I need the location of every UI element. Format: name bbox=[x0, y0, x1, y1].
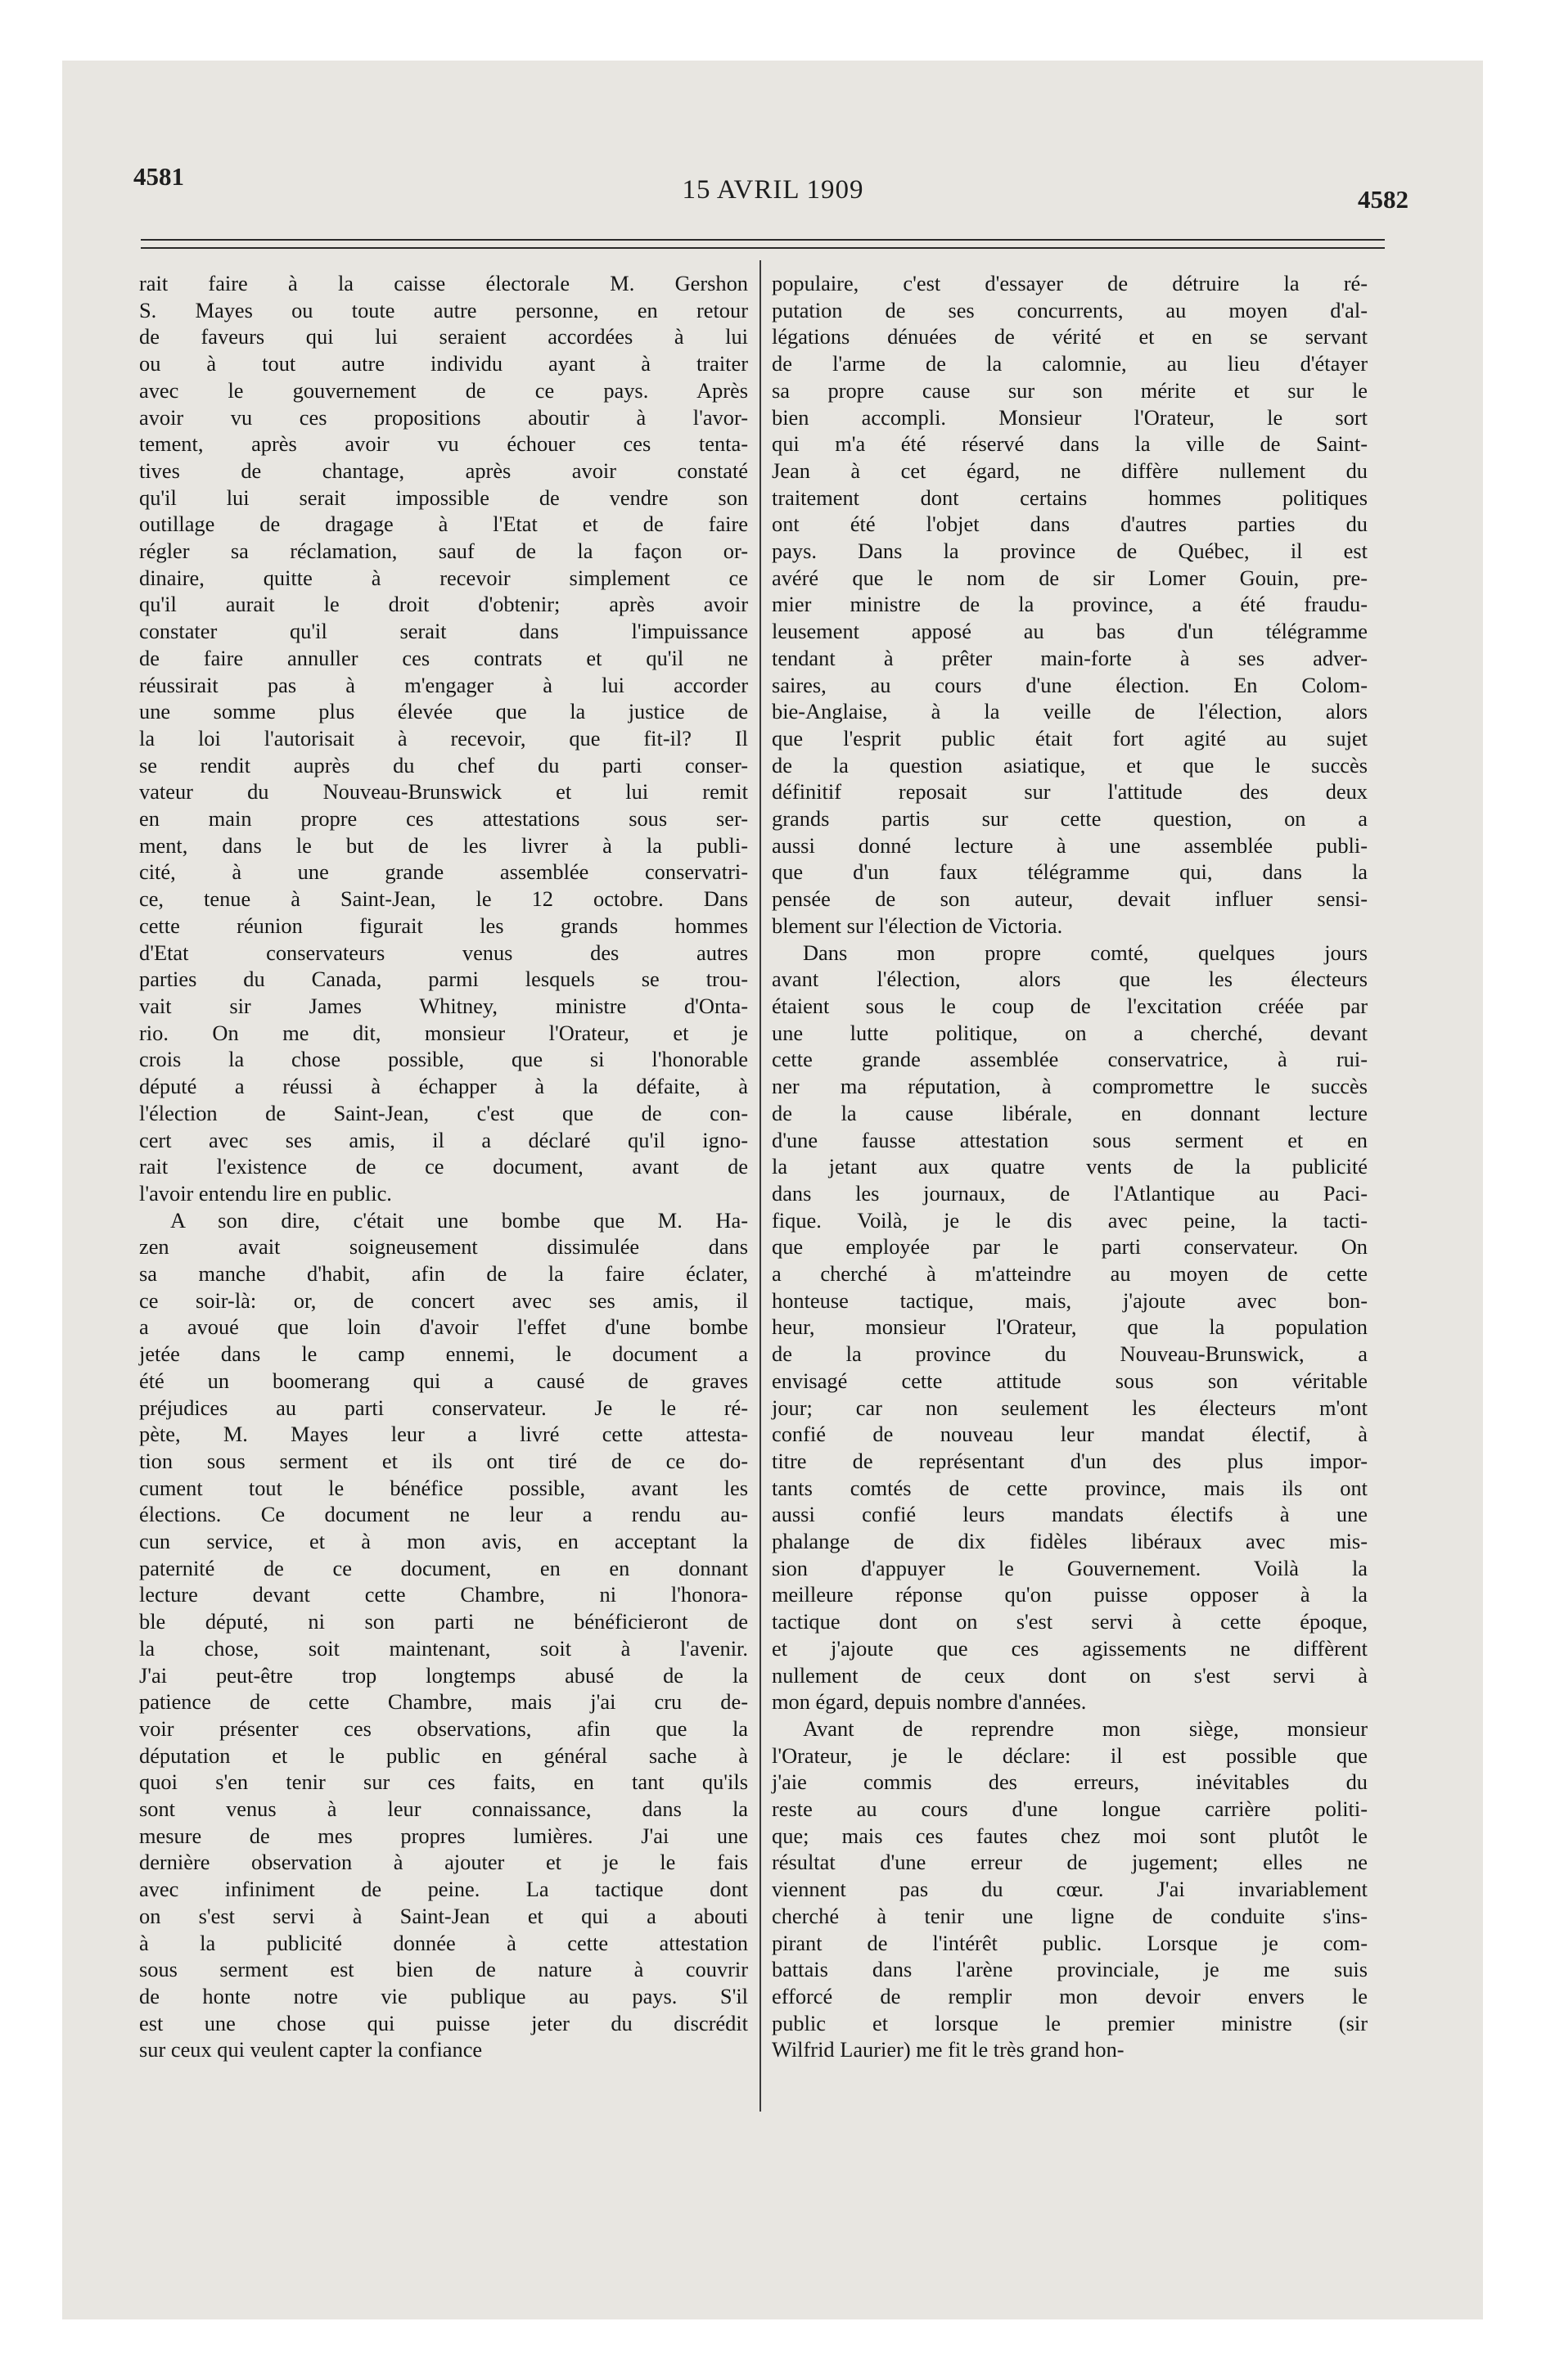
right-column bbox=[772, 270, 1368, 2063]
text-line: a cherché à m'atteindre au moyen de cette bbox=[772, 1261, 1368, 1287]
text-line: qu'il aurait le droit d'obtenir; après avoir bbox=[139, 592, 748, 617]
text-line: mier ministre de la province, a été fraudu- bbox=[772, 592, 1368, 617]
text-line: ont été l'objet dans d'autres parties du bbox=[772, 512, 1368, 537]
text-line: constater qu'il serait dans l'impuissance bbox=[139, 619, 748, 644]
text-line: sa manche d'habit, afin de la faire éclater, bbox=[139, 1261, 748, 1287]
text-line: pète, M. Mayes leur a livré cette attesta- bbox=[139, 1422, 748, 1447]
text-line: tives de chantage, après avoir constaté bbox=[139, 458, 748, 483]
text-line: réussirait pas à m'engager à lui accorder bbox=[139, 672, 748, 697]
text-line: que employée par le parti conservateur. On bbox=[772, 1234, 1368, 1260]
text-line: la loi l'autorisait à recevoir, que fit-il? Il bbox=[139, 725, 748, 751]
text-line: a avoué que loin d'avoir l'effet d'une bombe bbox=[139, 1314, 748, 1340]
text-line: est une chose qui puisse jeter du discrédit bbox=[139, 2010, 748, 2035]
text-line: populaire, c'est d'essayer de détruire la ré- bbox=[772, 271, 1368, 295]
text-line: l'avoir entendu lire en public. bbox=[139, 1180, 392, 1206]
text-line: de la cause libérale, en donnant lecture bbox=[772, 1100, 1368, 1125]
text-line: quoi s'en tenir sur ces faits, en tant qu'ils bbox=[139, 1769, 748, 1795]
text-line: et j'ajoute que ces agissements ne diffèrent bbox=[772, 1635, 1368, 1661]
text-line: tement, après avoir vu échouer ces tenta- bbox=[139, 431, 748, 457]
text-line: à la publicité donnée à cette attestation bbox=[139, 1930, 748, 1955]
text-line: aussi confié leurs mandats électifs à une bbox=[772, 1502, 1368, 1527]
text-line: zen avait soigneusement dissimulée dans bbox=[139, 1234, 748, 1260]
text-line: sa propre cause sur son mérite et sur le bbox=[772, 377, 1368, 403]
text-line: putation de ses concurrents, au moyen d'al- bbox=[772, 297, 1368, 322]
text-line: avec infiniment de peine. La tactique dont bbox=[139, 1877, 748, 1902]
text-line: résultat d'une erreur de jugement; elles ne bbox=[772, 1850, 1368, 1875]
text-line: sion d'appuyer le Gouvernement. Voilà la bbox=[772, 1555, 1368, 1580]
text-line: que; mais ces fautes chez moi sont plutôt le bbox=[772, 1823, 1368, 1848]
text-line: rait faire à la caisse électorale M. Gershon bbox=[139, 271, 748, 295]
text-line: vateur du Nouveau-Brunswick et lui remit bbox=[139, 779, 748, 805]
text-line: Avant de reprendre mon siège, monsieur bbox=[803, 1715, 1368, 1741]
text-line: nullement de ceux dont on s'est servi à bbox=[772, 1662, 1368, 1688]
text-line: qu'il lui serait impossible de vendre son bbox=[139, 485, 748, 510]
page-date: 15 AVRIL 1909 bbox=[682, 175, 864, 205]
left-column bbox=[139, 270, 748, 2063]
text-line: J'ai peut-être trop longtemps abusé de la bbox=[139, 1662, 748, 1688]
text-line: parties du Canada, parmi lesquels se trou- bbox=[139, 967, 748, 992]
text-line: traitement dont certains hommes politiques bbox=[772, 485, 1368, 510]
text-line: jour; car non seulement les électeurs m'ont bbox=[772, 1395, 1368, 1420]
text-line: que l'esprit public était fort agité au sujet bbox=[772, 725, 1368, 751]
text-line: phalange de dix fidèles libéraux avec mis- bbox=[772, 1529, 1368, 1554]
text-line: avant l'élection, alors que les électeurs bbox=[772, 967, 1368, 992]
text-line: lecture devant cette Chambre, ni l'honora- bbox=[139, 1582, 748, 1607]
text-line: de la question asiatique, et que le succès bbox=[772, 752, 1368, 778]
text-line: qui m'a été réservé dans la ville de Saint- bbox=[772, 431, 1368, 457]
text-line: élections. Ce document ne leur a rendu au- bbox=[139, 1502, 748, 1527]
text-line: que d'un faux télégramme qui, dans la bbox=[772, 859, 1368, 885]
text-line: ce, tenue à Saint-Jean, le 12 octobre. Dans bbox=[139, 886, 748, 912]
text-line: jetée dans le camp ennemi, le document a bbox=[139, 1341, 748, 1367]
text-line: préjudices au parti conservateur. Je le ré- bbox=[139, 1395, 748, 1420]
text-line: ou à tout autre individu ayant à traiter bbox=[139, 351, 748, 376]
text-line: cert avec ses amis, il a déclaré qu'il igno- bbox=[139, 1127, 748, 1152]
text-line: se rendit auprès du chef du parti conser- bbox=[139, 752, 748, 778]
text-line: cherché à tenir une ligne de conduite s'ins- bbox=[772, 1903, 1368, 1928]
text-line: rio. On me dit, monsieur l'Orateur, et je bbox=[139, 1020, 748, 1045]
text-line: fique. Voilà, je le dis avec peine, la tacti- bbox=[772, 1207, 1368, 1233]
text-line: de faire annuller ces contrats et qu'il ne bbox=[139, 645, 748, 670]
header-rule bbox=[141, 247, 1385, 249]
text-line: reste au cours d'une longue carrière politi- bbox=[772, 1796, 1368, 1822]
text-line: voir présenter ces observations, afin que la bbox=[139, 1715, 748, 1741]
text-line: ce soir-là: or, de concert avec ses amis, il bbox=[139, 1287, 748, 1313]
text-line: A son dire, c'était une bombe que M. Ha- bbox=[170, 1207, 748, 1233]
text-line: dernière observation à ajouter et je le fais bbox=[139, 1850, 748, 1875]
text-line: dinaire, quitte à recevoir simplement ce bbox=[139, 565, 748, 590]
text-line: l'Orateur, je le déclare: il est possible que bbox=[772, 1742, 1368, 1768]
text-line: patience de cette Chambre, mais j'ai cru de- bbox=[139, 1689, 748, 1715]
text-line: avéré que le nom de sir Lomer Gouin, pre- bbox=[772, 565, 1368, 590]
text-line: blement sur l'élection de Victoria. bbox=[772, 913, 1063, 938]
text-line: cette grande assemblée conservatrice, à rui- bbox=[772, 1047, 1368, 1072]
text-line: bien accompli. Monsieur l'Orateur, le sort bbox=[772, 404, 1368, 430]
text-line: vait sir James Whitney, ministre d'Onta- bbox=[139, 993, 748, 1018]
text-line: sur ceux qui veulent capter la confiance bbox=[139, 2037, 483, 2062]
page-number-left: 4581 bbox=[133, 162, 184, 191]
text-line: on s'est servi à Saint-Jean et qui a abouti bbox=[139, 1903, 748, 1928]
text-line: avoir vu ces propositions aboutir à l'avor- bbox=[139, 404, 748, 430]
text-line: confié de nouveau leur mandat électif, à bbox=[772, 1422, 1368, 1447]
text-line: étaient sous le coup de l'excitation créée par bbox=[772, 993, 1368, 1018]
text-line: rait l'existence de ce document, avant de bbox=[139, 1154, 748, 1179]
text-line: j'aie commis des erreurs, inévitables du bbox=[772, 1769, 1368, 1795]
text-line: avec le gouvernement de ce pays. Après bbox=[139, 377, 748, 403]
text-line: été un boomerang qui a causé de graves bbox=[139, 1368, 748, 1393]
column-divider bbox=[759, 260, 761, 2112]
text-line: une somme plus élevée que la justice de bbox=[139, 699, 748, 724]
header-rule bbox=[141, 239, 1385, 241]
text-line: cité, à une grande assemblée conservatri- bbox=[139, 859, 748, 885]
text-line: tendant à prêter main-forte à ses adver- bbox=[772, 645, 1368, 670]
text-line: crois la chose possible, que si l'honorable bbox=[139, 1047, 748, 1072]
text-line: Jean à cet égard, ne diffère nullement du bbox=[772, 458, 1368, 483]
text-line: mesure de mes propres lumières. J'ai une bbox=[139, 1823, 748, 1848]
text-line: sont venus à leur connaissance, dans la bbox=[139, 1796, 748, 1822]
text-line: leusement apposé au bas d'un télégramme bbox=[772, 619, 1368, 644]
text-line: cette réunion figurait les grands hommes bbox=[139, 913, 748, 938]
text-line: en main propre ces attestations sous ser- bbox=[139, 806, 748, 832]
text-line: mon égard, depuis nombre d'années. bbox=[772, 1689, 1087, 1715]
text-line: pays. Dans la province de Québec, il est bbox=[772, 539, 1368, 564]
text-line: pensée de son auteur, devait influer sensi- bbox=[772, 886, 1368, 912]
text-line: honteuse tactique, mais, j'ajoute avec bon- bbox=[772, 1287, 1368, 1313]
text-line: battais dans l'arène provinciale, je me suis bbox=[772, 1957, 1368, 1982]
text-line: de faveurs qui lui seraient accordées à lui bbox=[139, 324, 748, 349]
text-line: bie-Anglaise, à la veille de l'élection, alors bbox=[772, 699, 1368, 724]
text-line: efforcé de remplir mon devoir envers le bbox=[772, 1984, 1368, 2008]
text-line: de honte notre vie publique au pays. S'il bbox=[139, 1984, 748, 2008]
text-line: ment, dans le but de les livrer à la publi- bbox=[139, 832, 748, 858]
text-line: S. Mayes ou toute autre personne, en retour bbox=[139, 297, 748, 322]
text-line: de l'arme de la calomnie, au lieu d'étayer bbox=[772, 351, 1368, 376]
text-line: d'une fausse attestation sous serment et en bbox=[772, 1127, 1368, 1152]
text-line: sous serment est bien de nature à couvrir bbox=[139, 1957, 748, 1982]
text-line: une lutte politique, on a cherché, devant bbox=[772, 1020, 1368, 1045]
text-line: pirant de l'intérêt public. Lorsque je com- bbox=[772, 1930, 1368, 1955]
text-line: saires, au cours d'une élection. En Colom- bbox=[772, 672, 1368, 697]
text-line: grands partis sur cette question, on a bbox=[772, 806, 1368, 832]
text-line: dans les journaux, de l'Atlantique au Paci- bbox=[772, 1180, 1368, 1206]
text-line: paternité de ce document, en en donnant bbox=[139, 1555, 748, 1580]
text-line: député a réussi à échapper à la défaite, à bbox=[139, 1074, 748, 1099]
text-line: régler sa réclamation, sauf de la façon or- bbox=[139, 539, 748, 564]
text-line: viennent pas du cœur. J'ai invariablement bbox=[772, 1877, 1368, 1902]
text-line: public et lorsque le premier ministre (sir bbox=[772, 2010, 1368, 2035]
text-line: envisagé cette attitude sous son véritable bbox=[772, 1368, 1368, 1393]
text-line: légations dénuées de vérité et en se servant bbox=[772, 324, 1368, 349]
text-line: députation et le public en général sache à bbox=[139, 1742, 748, 1768]
text-line: tants comtés de cette province, mais ils ont bbox=[772, 1475, 1368, 1500]
text-line: définitif reposait sur l'attitude des deux bbox=[772, 779, 1368, 805]
text-line: aussi donné lecture à une assemblée publi- bbox=[772, 832, 1368, 858]
text-line: titre de représentant d'un des plus impor- bbox=[772, 1448, 1368, 1473]
text-line: cument tout le bénéfice possible, avant les bbox=[139, 1475, 748, 1500]
text-line: la chose, soit maintenant, soit à l'avenir. bbox=[139, 1635, 748, 1661]
text-line: meilleure réponse qu'on puisse opposer à la bbox=[772, 1582, 1368, 1607]
text-line: la jetant aux quatre vents de la publicité bbox=[772, 1154, 1368, 1179]
text-line: ble député, ni son parti ne bénéficieront de bbox=[139, 1609, 748, 1634]
text-line: Dans mon propre comté, quelques jours bbox=[803, 940, 1368, 965]
text-line: outillage de dragage à l'Etat et de faire bbox=[139, 512, 748, 537]
text-line: de la province du Nouveau-Brunswick, a bbox=[772, 1341, 1368, 1367]
text-line: tion sous serment et ils ont tiré de ce do- bbox=[139, 1448, 748, 1473]
text-line: heur, monsieur l'Orateur, que la population bbox=[772, 1314, 1368, 1340]
page-number-right: 4582 bbox=[1358, 185, 1409, 214]
text-line: tactique dont on s'est servi à cette époque, bbox=[772, 1609, 1368, 1634]
text-line: ner ma réputation, à compromettre le succès bbox=[772, 1074, 1368, 1099]
text-line: l'élection de Saint-Jean, c'est que de con- bbox=[139, 1100, 748, 1125]
text-line: cun service, et à mon avis, en acceptant la bbox=[139, 1529, 748, 1554]
text-line: Wilfrid Laurier) me fit le très grand hon- bbox=[772, 2037, 1125, 2062]
text-line: d'Etat conservateurs venus des autres bbox=[139, 940, 748, 965]
